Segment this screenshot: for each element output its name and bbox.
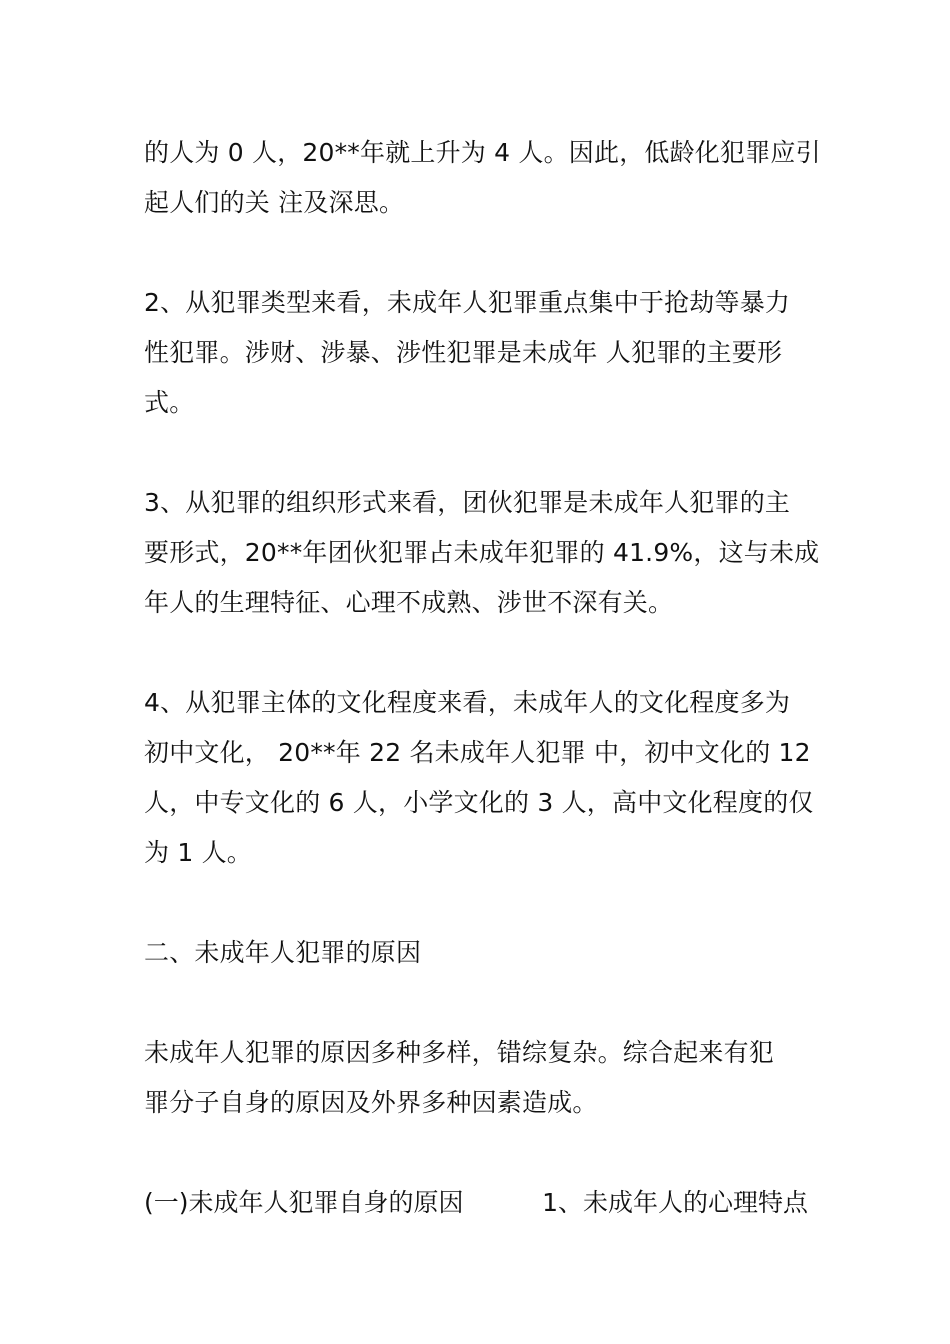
text-line: 2、从犯罪类型来看，未成年人犯罪重点集中于抢劫等暴力 bbox=[144, 288, 791, 317]
text-line: 为 1 人。 bbox=[144, 838, 252, 867]
text-line: 式。 bbox=[144, 388, 195, 417]
document-body bbox=[144, 128, 821, 1228]
heading-text: 二、未成年人犯罪的原因 bbox=[144, 938, 422, 967]
text-line: 起人们的关 注及深思。 bbox=[144, 188, 405, 217]
text-line: 要形式，20**年团伙犯罪占未成年犯罪的 41.9%，这与未成 bbox=[144, 538, 820, 567]
subsection-row bbox=[144, 1178, 808, 1228]
text-line: 性犯罪。涉财、涉暴、涉性犯罪是未成年 人犯罪的主要形 bbox=[144, 338, 783, 367]
paragraph-causes-intro bbox=[144, 1028, 808, 1128]
text-line: 罪分子自身的原因及外界多种因素造成。 bbox=[144, 1088, 598, 1117]
paragraph-education-level bbox=[144, 678, 814, 878]
subsection-heading-psychology: 1、未成年人的心理特点 bbox=[542, 1188, 808, 1217]
text-line: 3、从犯罪的组织形式来看，团伙犯罪是未成年人犯罪的主 bbox=[144, 488, 791, 517]
paragraph-organization-form bbox=[144, 478, 820, 628]
text-line: 初中文化， 20**年 22 名未成年人犯罪 中，初中文化的 12 bbox=[144, 738, 811, 767]
text-line: 4、从犯罪主体的文化程度来看，未成年人的文化程度多为 bbox=[144, 688, 791, 717]
text-line: 的人为 0 人，20**年就上升为 4 人。因此，低龄化犯罪应引 bbox=[144, 138, 821, 167]
text-line: 人，中专文化的 6 人，小学文化的 3 人，高中文化程度的仅 bbox=[144, 788, 814, 817]
paragraph-low-age-crime bbox=[144, 128, 821, 228]
subsection-heading-self-causes: (一)未成年人犯罪自身的原因 bbox=[144, 1188, 464, 1217]
section-heading-causes bbox=[144, 928, 808, 978]
text-line: 未成年人犯罪的原因多种多样，错综复杂。综合起来有犯 bbox=[144, 1038, 775, 1067]
text-line: 年人的生理特征、心理不成熟、涉世不深有关。 bbox=[144, 588, 674, 617]
paragraph-crime-type bbox=[144, 278, 808, 428]
